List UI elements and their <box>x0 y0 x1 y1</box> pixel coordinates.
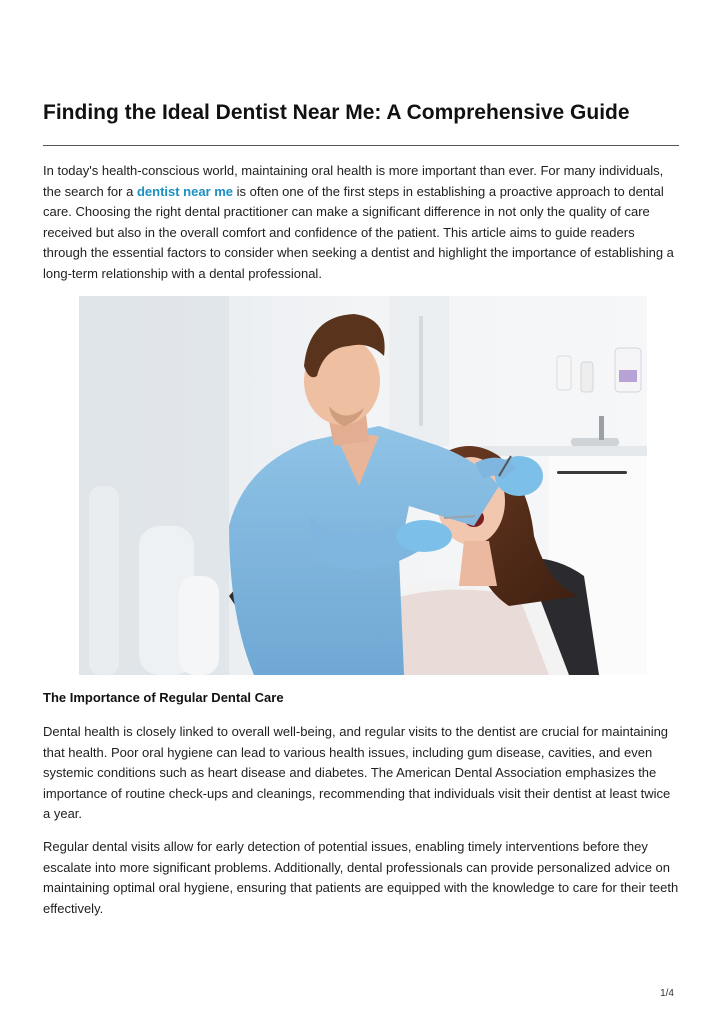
intro-text-start: In today's health-conscious world, maintaining oral health is more important than ever. For many individuals, the search for a <box>43 163 664 199</box>
body-paragraph: Dental health is closely linked to overall well-being, and regular visits to the dentist are crucial for maintaining that health. Poor oral hygiene can lead to various health issues, including gum disease, cavities, and even systemic conditions such as heart disease and diabetes. The American Dental Association emphasizes the importance of routine check-ups and cleanings, recommending that individuals visit their dentist at least twice a year. <box>43 724 671 822</box>
title-divider <box>43 145 679 146</box>
intro-paragraph <box>43 161 679 285</box>
dentist-near-me-link[interactable]: dentist near me <box>136 183 234 199</box>
dentist-patient-photo <box>79 296 647 675</box>
page-title: Finding the Ideal Dentist Near Me: A Comprehensive Guide <box>43 101 630 124</box>
section-heading: The Importance of Regular Dental Care <box>43 690 284 705</box>
body-paragraph: Regular dental visits allow for early detection of potential issues, enabling timely interventions before they escalate into more significant problems. Additionally, dental professionals can provide personalized advice on maintaining optimal oral hygiene, ensuring that patients are equipped with the knowledge to care for their teeth effectively. <box>43 839 679 916</box>
intro-text-end: is often one of the first steps in establishing a proactive approach to dental care. Choosing the right dental practitioner can make a significant difference in not only the quality of care received but also in the overall comfort and confidence of the patient. This article aims to guide readers through the essential factors to consider when seeking a dentist and highlight the importance of establishing a long-term relationship with a dental professional. <box>43 183 674 281</box>
page-number: 1/4 <box>660 988 674 999</box>
